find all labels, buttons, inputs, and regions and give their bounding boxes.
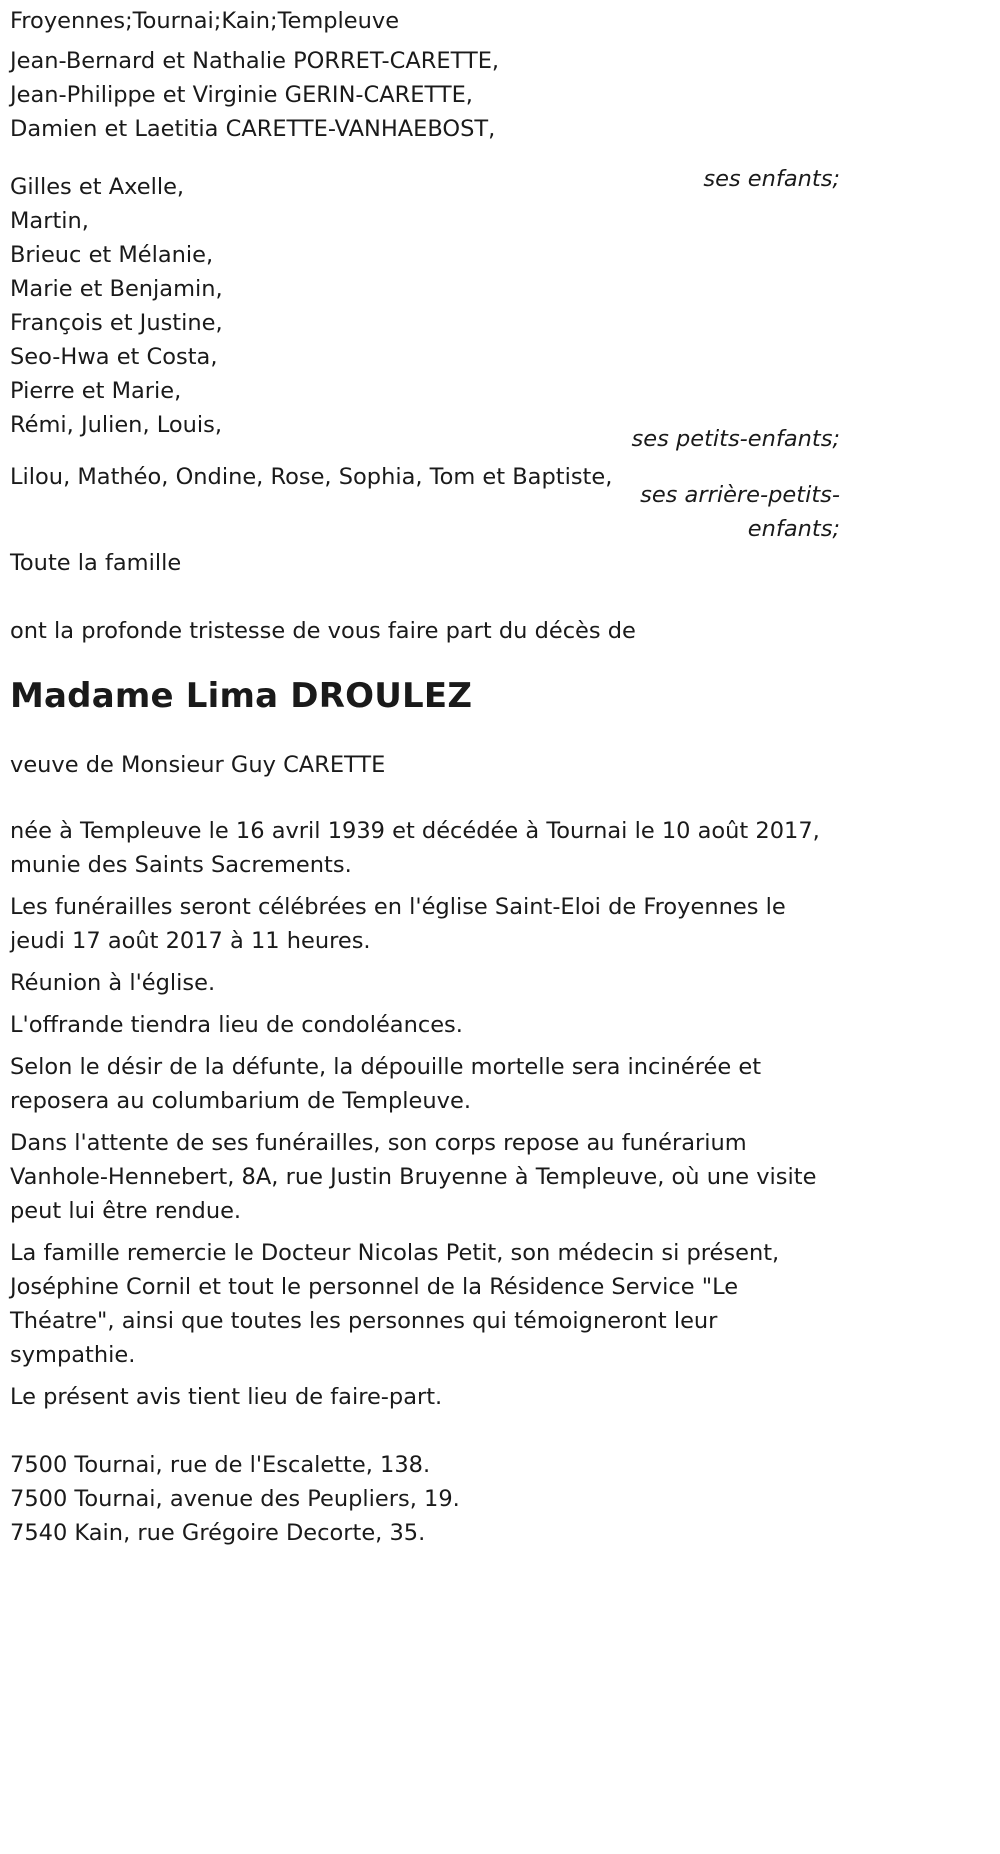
paragraph-thanks: La famille remercie le Docteur Nicolas Petit, son médecin si présent, Joséphine Cornil et tout le personnel de la Résidence Service "Le Théatre", ainsi que toutes les personnes qui témoigneront leur sympathie. xyxy=(10,1240,780,1368)
announcement: ont la profonde tristesse de vous faire part du décès de xyxy=(10,618,636,644)
grandchild-name: François et Justine, xyxy=(10,310,223,336)
children-name: Jean-Bernard et Nathalie PORRET-CARETTE, xyxy=(10,48,500,74)
grandchild-name: Seo-Hwa et Costa, xyxy=(10,344,218,370)
grandchildren-role: ses petits-enfants; xyxy=(631,426,840,452)
address-line: 7540 Kain, rue Grégoire Decorte, 35. xyxy=(10,1520,426,1546)
obituary-notice xyxy=(10,4,840,1550)
paragraph-funerarium: Dans l'attente de ses funérailles, son corps repose au funérarium Vanhole-Hennebert, 8A, rue Justin Bruyenne à Templeuve, où une visite peut lui être rendue. xyxy=(10,1130,817,1224)
address-line: 7500 Tournai, rue de l'Escalette, 138. xyxy=(10,1452,431,1478)
grandchild-name: Gilles et Axelle, xyxy=(10,174,185,200)
paragraph-funeral: Les funérailles seront célébrées en l'église Saint-Eloi de Froyennes le jeudi 17 août 2017 à 11 heures. xyxy=(10,894,786,954)
places-header: Froyennes;Tournai;Kain;Templeuve xyxy=(10,8,400,34)
great-grandchildren-role-line1: ses arrière-petits- xyxy=(640,482,840,508)
paragraph-birth-death: née à Templeuve le 16 avril 1939 et décédée à Tournai le 10 août 2017, munie des Saints Sacrements. xyxy=(10,818,820,878)
spouse-line: veuve de Monsieur Guy CARETTE xyxy=(10,752,386,778)
great-grandchildren-names: Lilou, Mathéo, Ondine, Rose, Sophia, Tom et Baptiste, xyxy=(10,464,613,490)
children-role: ses enfants; xyxy=(703,166,840,192)
paragraph-notice: Le présent avis tient lieu de faire-part. xyxy=(10,1384,443,1410)
family-line: Toute la famille xyxy=(10,550,182,576)
great-grandchildren-role-line2: enfants; xyxy=(747,516,840,542)
great-grandchildren-role xyxy=(640,478,840,546)
paragraph-offering: L'offrande tiendra lieu de condoléances. xyxy=(10,1012,463,1038)
grandchild-name: Brieuc et Mélanie, xyxy=(10,242,214,268)
children-name: Jean-Philippe et Virginie GERIN-CARETTE, xyxy=(10,82,473,108)
grandchild-name: Rémi, Julien, Louis, xyxy=(10,412,223,438)
paragraph-cremation: Selon le désir de la défunte, la dépouille mortelle sera incinérée et reposera au columbarium de Templeuve. xyxy=(10,1054,762,1114)
grandchild-name: Pierre et Marie, xyxy=(10,378,182,404)
deceased-name: Madame Lima DROULEZ xyxy=(10,676,473,716)
paragraph-meeting: Réunion à l'église. xyxy=(10,970,216,996)
grandchild-name: Marie et Benjamin, xyxy=(10,276,223,302)
children-name: Damien et Laetitia CARETTE-VANHAEBOST, xyxy=(10,116,496,142)
grandchild-name: Martin, xyxy=(10,208,89,234)
grandchildren-section xyxy=(10,170,840,452)
great-grandchildren-section xyxy=(10,460,840,546)
address-line: 7500 Tournai, avenue des Peupliers, 19. xyxy=(10,1486,460,1512)
